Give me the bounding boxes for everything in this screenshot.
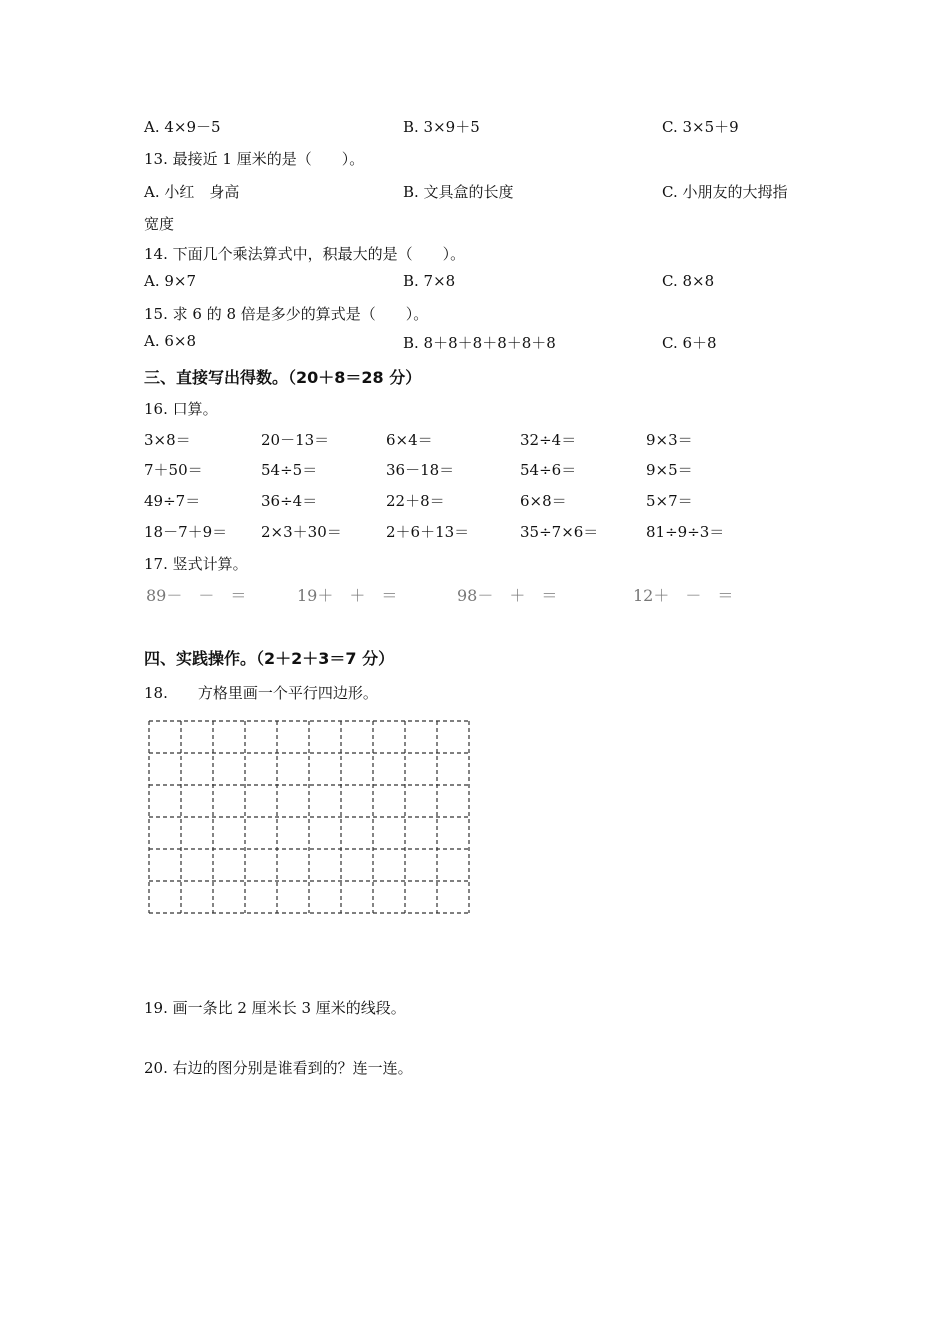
calc-item: 36－18＝ xyxy=(386,461,455,479)
vertical-calc-item: 98－ ＋ ＝ xyxy=(457,586,558,605)
dashed-drawing-grid[interactable] xyxy=(148,720,470,916)
calc-item: 2＋6＋13＝ xyxy=(386,523,470,541)
q20-stem: 20. 右边的图分别是谁看到的？连一连。 xyxy=(144,1059,413,1077)
calc-item: 7＋50＝ xyxy=(144,461,203,479)
calc-item: 20－13＝ xyxy=(261,431,330,449)
q13-option-b: B. 文具盒的长度 xyxy=(403,183,514,201)
q14-stem: 14. 下面几个乘法算式中，积最大的是（ ）。 xyxy=(144,245,466,263)
q13-option-c-continued: 宽度 xyxy=(144,215,175,233)
calc-item: 2×3＋30＝ xyxy=(261,523,342,541)
q13-option-c: C. 小朋友的大拇指 xyxy=(662,183,788,201)
calc-item: 35÷7×6＝ xyxy=(520,523,599,541)
q13-stem: 13. 最接近 1 厘米的是（ ）。 xyxy=(144,150,365,168)
q12-option-b: B. 3×9＋5 xyxy=(403,118,480,136)
q13-option-a: A. 小红 身高 xyxy=(144,183,240,201)
calc-item: 49÷7＝ xyxy=(144,492,201,510)
q12-option-a: A. 4×9－5 xyxy=(144,118,221,136)
calc-item: 22＋8＝ xyxy=(386,492,445,510)
q17-stem: 17. 竖式计算。 xyxy=(144,555,248,573)
section-3-title: 三、直接写出得数。（20＋8＝28 分） xyxy=(144,368,422,387)
q15-stem: 15. 求 6 的 8 倍是多少的算式是（ ）。 xyxy=(144,305,429,323)
q15-option-a: A. 6×8 xyxy=(144,332,197,350)
q12-option-c: C. 3×5＋9 xyxy=(662,118,739,136)
calc-item: 5×7＝ xyxy=(646,492,693,510)
vertical-calc-item: 19＋ ＋ ＝ xyxy=(297,586,398,605)
q15-option-c: C. 6＋8 xyxy=(662,334,717,352)
calc-item: 36÷4＝ xyxy=(261,492,318,510)
vertical-calc-item: 12＋ － ＝ xyxy=(633,586,734,605)
vertical-calc-item: 89－ － ＝ xyxy=(146,586,247,605)
calc-item: 3×8＝ xyxy=(144,431,191,449)
calc-item: 54÷6＝ xyxy=(520,461,577,479)
q18-stem: 18. 方格里画一个平行四边形。 xyxy=(144,684,378,702)
calc-item: 32÷4＝ xyxy=(520,431,577,449)
calc-item: 18－7＋9＝ xyxy=(144,523,228,541)
section-4-title: 四、实践操作。（2＋2＋3＝7 分） xyxy=(144,649,395,668)
q14-option-a: A. 9×7 xyxy=(144,272,197,290)
calc-item: 81÷9÷3＝ xyxy=(646,523,725,541)
q19-stem: 19. 画一条比 2 厘米长 3 厘米的线段。 xyxy=(144,999,406,1017)
q14-option-b: B. 7×8 xyxy=(403,272,456,290)
calc-item: 54÷5＝ xyxy=(261,461,318,479)
calc-item: 6×4＝ xyxy=(386,431,433,449)
q16-stem: 16. 口算。 xyxy=(144,400,218,418)
q15-option-b: B. 8＋8＋8＋8＋8＋8 xyxy=(403,334,556,352)
calc-item: 6×8＝ xyxy=(520,492,567,510)
calc-item: 9×5＝ xyxy=(646,461,693,479)
q14-option-c: C. 8×8 xyxy=(662,272,715,290)
calc-item: 9×3＝ xyxy=(646,431,693,449)
